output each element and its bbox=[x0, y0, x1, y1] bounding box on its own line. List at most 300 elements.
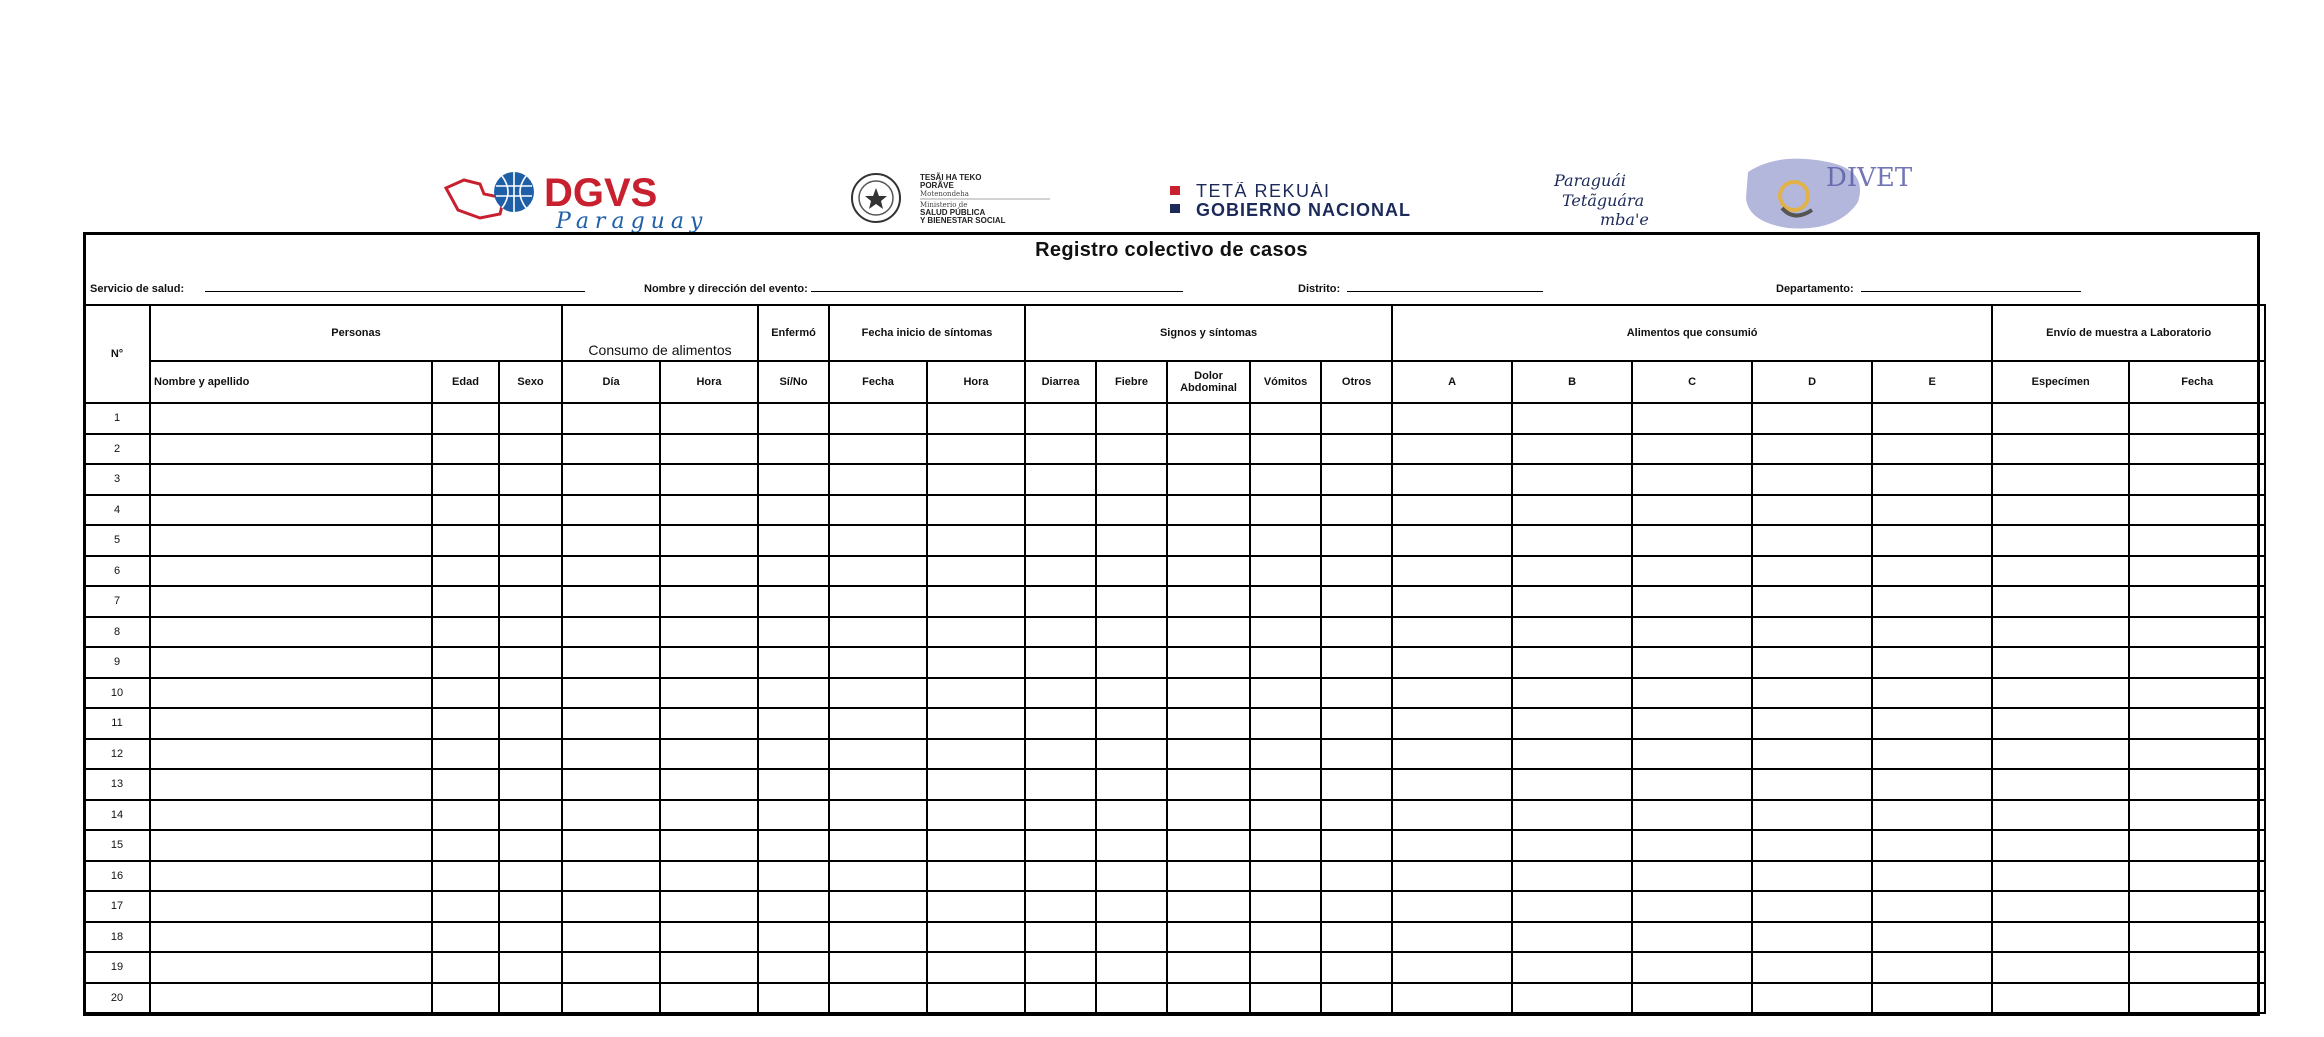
cell-otros[interactable] bbox=[1321, 769, 1392, 800]
cell-diarrea[interactable] bbox=[1025, 769, 1096, 800]
cell-otros[interactable] bbox=[1321, 891, 1392, 922]
cell-diarrea[interactable] bbox=[1025, 891, 1096, 922]
cell-hora-inicio[interactable] bbox=[927, 403, 1025, 434]
cell-c[interactable] bbox=[1632, 525, 1752, 556]
cell-fiebre[interactable] bbox=[1096, 922, 1167, 953]
cell-edad[interactable] bbox=[432, 922, 499, 953]
cell-sexo[interactable] bbox=[499, 586, 562, 617]
cell-b[interactable] bbox=[1512, 678, 1632, 709]
cell-a[interactable] bbox=[1392, 495, 1512, 526]
cell-d[interactable] bbox=[1752, 403, 1872, 434]
cell-sino[interactable] bbox=[758, 647, 829, 678]
cell-hora-inicio[interactable] bbox=[927, 556, 1025, 587]
cell-hora-inicio[interactable] bbox=[927, 739, 1025, 770]
cell-dolor[interactable] bbox=[1167, 525, 1250, 556]
cell-fecha-envio[interactable] bbox=[2129, 952, 2265, 983]
cell-fecha-inicio[interactable] bbox=[829, 983, 927, 1014]
cell-hora-consumo[interactable] bbox=[660, 800, 758, 831]
cell-sino[interactable] bbox=[758, 830, 829, 861]
cell-dia[interactable] bbox=[562, 769, 660, 800]
evento-field[interactable] bbox=[644, 281, 1183, 295]
cell-diarrea[interactable] bbox=[1025, 586, 1096, 617]
cell-diarrea[interactable] bbox=[1025, 830, 1096, 861]
cell-hora-inicio[interactable] bbox=[927, 434, 1025, 465]
cell-fecha-inicio[interactable] bbox=[829, 861, 927, 892]
cell-hora-consumo[interactable] bbox=[660, 891, 758, 922]
cell-diarrea[interactable] bbox=[1025, 464, 1096, 495]
cell-diarrea[interactable] bbox=[1025, 495, 1096, 526]
cell-hora-consumo[interactable] bbox=[660, 434, 758, 465]
cell-sino[interactable] bbox=[758, 617, 829, 648]
cell-dolor[interactable] bbox=[1167, 983, 1250, 1014]
cell-fecha-inicio[interactable] bbox=[829, 464, 927, 495]
cell-d[interactable] bbox=[1752, 769, 1872, 800]
cell-e[interactable] bbox=[1872, 617, 1992, 648]
cell-dolor[interactable] bbox=[1167, 739, 1250, 770]
cell-fiebre[interactable] bbox=[1096, 495, 1167, 526]
cell-fecha-envio[interactable] bbox=[2129, 861, 2265, 892]
cell-fecha-inicio[interactable] bbox=[829, 952, 927, 983]
cell-vomitos[interactable] bbox=[1250, 739, 1321, 770]
cell-dia[interactable] bbox=[562, 922, 660, 953]
cell-vomitos[interactable] bbox=[1250, 891, 1321, 922]
cell-otros[interactable] bbox=[1321, 464, 1392, 495]
cell-c[interactable] bbox=[1632, 556, 1752, 587]
cell-vomitos[interactable] bbox=[1250, 708, 1321, 739]
cell-sexo[interactable] bbox=[499, 983, 562, 1014]
cell-d[interactable] bbox=[1752, 861, 1872, 892]
evento-line[interactable] bbox=[811, 281, 1183, 292]
cell-edad[interactable] bbox=[432, 830, 499, 861]
cell-fiebre[interactable] bbox=[1096, 525, 1167, 556]
cell-vomitos[interactable] bbox=[1250, 403, 1321, 434]
cell-edad[interactable] bbox=[432, 983, 499, 1014]
cell-fiebre[interactable] bbox=[1096, 434, 1167, 465]
cell-fiebre[interactable] bbox=[1096, 769, 1167, 800]
cell-d[interactable] bbox=[1752, 708, 1872, 739]
cell-otros[interactable] bbox=[1321, 952, 1392, 983]
cell-e[interactable] bbox=[1872, 678, 1992, 709]
cell-nombre[interactable] bbox=[150, 556, 432, 587]
cell-edad[interactable] bbox=[432, 800, 499, 831]
cell-diarrea[interactable] bbox=[1025, 922, 1096, 953]
cell-sexo[interactable] bbox=[499, 434, 562, 465]
cell-especimen[interactable] bbox=[1992, 525, 2129, 556]
cell-fecha-envio[interactable] bbox=[2129, 830, 2265, 861]
cell-otros[interactable] bbox=[1321, 739, 1392, 770]
cell-diarrea[interactable] bbox=[1025, 952, 1096, 983]
cell-sexo[interactable] bbox=[499, 464, 562, 495]
cell-hora-consumo[interactable] bbox=[660, 495, 758, 526]
cell-sino[interactable] bbox=[758, 891, 829, 922]
cell-especimen[interactable] bbox=[1992, 495, 2129, 526]
cell-c[interactable] bbox=[1632, 586, 1752, 617]
cell-edad[interactable] bbox=[432, 647, 499, 678]
cell-dolor[interactable] bbox=[1167, 830, 1250, 861]
cell-dolor[interactable] bbox=[1167, 891, 1250, 922]
cell-sino[interactable] bbox=[758, 952, 829, 983]
cell-otros[interactable] bbox=[1321, 525, 1392, 556]
cell-dia[interactable] bbox=[562, 586, 660, 617]
cell-edad[interactable] bbox=[432, 739, 499, 770]
cell-fiebre[interactable] bbox=[1096, 800, 1167, 831]
cell-c[interactable] bbox=[1632, 800, 1752, 831]
cell-hora-consumo[interactable] bbox=[660, 922, 758, 953]
cell-dolor[interactable] bbox=[1167, 800, 1250, 831]
cell-nombre[interactable] bbox=[150, 952, 432, 983]
cell-edad[interactable] bbox=[432, 678, 499, 709]
cell-diarrea[interactable] bbox=[1025, 403, 1096, 434]
cell-e[interactable] bbox=[1872, 861, 1992, 892]
cell-d[interactable] bbox=[1752, 434, 1872, 465]
cell-dolor[interactable] bbox=[1167, 922, 1250, 953]
cell-especimen[interactable] bbox=[1992, 708, 2129, 739]
cell-hora-consumo[interactable] bbox=[660, 586, 758, 617]
cell-a[interactable] bbox=[1392, 525, 1512, 556]
cell-nombre[interactable] bbox=[150, 647, 432, 678]
cell-especimen[interactable] bbox=[1992, 830, 2129, 861]
cell-vomitos[interactable] bbox=[1250, 556, 1321, 587]
cell-e[interactable] bbox=[1872, 495, 1992, 526]
cell-especimen[interactable] bbox=[1992, 952, 2129, 983]
cell-c[interactable] bbox=[1632, 952, 1752, 983]
cell-sino[interactable] bbox=[758, 922, 829, 953]
cell-c[interactable] bbox=[1632, 617, 1752, 648]
cell-especimen[interactable] bbox=[1992, 464, 2129, 495]
cell-hora-inicio[interactable] bbox=[927, 800, 1025, 831]
cell-especimen[interactable] bbox=[1992, 769, 2129, 800]
cell-c[interactable] bbox=[1632, 830, 1752, 861]
cell-nombre[interactable] bbox=[150, 708, 432, 739]
cell-c[interactable] bbox=[1632, 403, 1752, 434]
cell-fecha-inicio[interactable] bbox=[829, 769, 927, 800]
cell-d[interactable] bbox=[1752, 678, 1872, 709]
cell-dia[interactable] bbox=[562, 556, 660, 587]
cell-b[interactable] bbox=[1512, 861, 1632, 892]
cell-fecha-inicio[interactable] bbox=[829, 922, 927, 953]
cell-edad[interactable] bbox=[432, 708, 499, 739]
cell-fecha-inicio[interactable] bbox=[829, 586, 927, 617]
cell-diarrea[interactable] bbox=[1025, 983, 1096, 1014]
cell-dolor[interactable] bbox=[1167, 708, 1250, 739]
cell-nombre[interactable] bbox=[150, 830, 432, 861]
cell-sexo[interactable] bbox=[499, 861, 562, 892]
cell-b[interactable] bbox=[1512, 952, 1632, 983]
cell-fecha-envio[interactable] bbox=[2129, 617, 2265, 648]
cell-d[interactable] bbox=[1752, 739, 1872, 770]
cell-hora-consumo[interactable] bbox=[660, 769, 758, 800]
cell-nombre[interactable] bbox=[150, 403, 432, 434]
cell-edad[interactable] bbox=[432, 952, 499, 983]
cell-a[interactable] bbox=[1392, 556, 1512, 587]
cell-sexo[interactable] bbox=[499, 739, 562, 770]
cell-fecha-inicio[interactable] bbox=[829, 708, 927, 739]
cell-edad[interactable] bbox=[432, 434, 499, 465]
cell-otros[interactable] bbox=[1321, 861, 1392, 892]
cell-hora-inicio[interactable] bbox=[927, 891, 1025, 922]
cell-dolor[interactable] bbox=[1167, 952, 1250, 983]
cell-diarrea[interactable] bbox=[1025, 800, 1096, 831]
cell-d[interactable] bbox=[1752, 983, 1872, 1014]
cell-otros[interactable] bbox=[1321, 800, 1392, 831]
cell-diarrea[interactable] bbox=[1025, 434, 1096, 465]
cell-fecha-inicio[interactable] bbox=[829, 830, 927, 861]
cell-fecha-inicio[interactable] bbox=[829, 739, 927, 770]
cell-fiebre[interactable] bbox=[1096, 861, 1167, 892]
cell-nombre[interactable] bbox=[150, 891, 432, 922]
cell-otros[interactable] bbox=[1321, 617, 1392, 648]
cell-edad[interactable] bbox=[432, 495, 499, 526]
cell-nombre[interactable] bbox=[150, 922, 432, 953]
cell-sexo[interactable] bbox=[499, 525, 562, 556]
cell-e[interactable] bbox=[1872, 647, 1992, 678]
cell-sexo[interactable] bbox=[499, 647, 562, 678]
cell-fecha-inicio[interactable] bbox=[829, 891, 927, 922]
cell-dolor[interactable] bbox=[1167, 556, 1250, 587]
cell-hora-consumo[interactable] bbox=[660, 983, 758, 1014]
cell-especimen[interactable] bbox=[1992, 556, 2129, 587]
cell-dolor[interactable] bbox=[1167, 464, 1250, 495]
cell-otros[interactable] bbox=[1321, 495, 1392, 526]
cell-dia[interactable] bbox=[562, 403, 660, 434]
cell-fiebre[interactable] bbox=[1096, 617, 1167, 648]
cell-dolor[interactable] bbox=[1167, 495, 1250, 526]
cell-otros[interactable] bbox=[1321, 983, 1392, 1014]
cell-hora-inicio[interactable] bbox=[927, 983, 1025, 1014]
cell-nombre[interactable] bbox=[150, 769, 432, 800]
cell-fiebre[interactable] bbox=[1096, 678, 1167, 709]
cell-otros[interactable] bbox=[1321, 434, 1392, 465]
cell-vomitos[interactable] bbox=[1250, 647, 1321, 678]
cell-e[interactable] bbox=[1872, 434, 1992, 465]
cell-b[interactable] bbox=[1512, 464, 1632, 495]
cell-b[interactable] bbox=[1512, 983, 1632, 1014]
servicio-field[interactable] bbox=[90, 281, 585, 295]
cell-b[interactable] bbox=[1512, 922, 1632, 953]
cell-b[interactable] bbox=[1512, 403, 1632, 434]
cell-diarrea[interactable] bbox=[1025, 617, 1096, 648]
cell-hora-inicio[interactable] bbox=[927, 678, 1025, 709]
cell-fecha-envio[interactable] bbox=[2129, 708, 2265, 739]
cell-dia[interactable] bbox=[562, 983, 660, 1014]
cell-vomitos[interactable] bbox=[1250, 769, 1321, 800]
cell-b[interactable] bbox=[1512, 769, 1632, 800]
cell-e[interactable] bbox=[1872, 586, 1992, 617]
cell-e[interactable] bbox=[1872, 708, 1992, 739]
cell-a[interactable] bbox=[1392, 952, 1512, 983]
cell-b[interactable] bbox=[1512, 830, 1632, 861]
cell-sino[interactable] bbox=[758, 495, 829, 526]
cell-d[interactable] bbox=[1752, 952, 1872, 983]
cell-hora-inicio[interactable] bbox=[927, 647, 1025, 678]
cell-fiebre[interactable] bbox=[1096, 952, 1167, 983]
cell-sexo[interactable] bbox=[499, 830, 562, 861]
cell-fecha-envio[interactable] bbox=[2129, 495, 2265, 526]
cell-especimen[interactable] bbox=[1992, 647, 2129, 678]
cell-sino[interactable] bbox=[758, 586, 829, 617]
cell-hora-inicio[interactable] bbox=[927, 495, 1025, 526]
cell-especimen[interactable] bbox=[1992, 617, 2129, 648]
cell-vomitos[interactable] bbox=[1250, 830, 1321, 861]
cell-hora-consumo[interactable] bbox=[660, 464, 758, 495]
cell-e[interactable] bbox=[1872, 525, 1992, 556]
cell-vomitos[interactable] bbox=[1250, 586, 1321, 617]
cell-d[interactable] bbox=[1752, 800, 1872, 831]
cell-nombre[interactable] bbox=[150, 983, 432, 1014]
cell-sino[interactable] bbox=[758, 739, 829, 770]
cell-edad[interactable] bbox=[432, 403, 499, 434]
cell-hora-inicio[interactable] bbox=[927, 708, 1025, 739]
cell-c[interactable] bbox=[1632, 464, 1752, 495]
cell-diarrea[interactable] bbox=[1025, 647, 1096, 678]
cell-sexo[interactable] bbox=[499, 952, 562, 983]
cell-edad[interactable] bbox=[432, 556, 499, 587]
cell-sino[interactable] bbox=[758, 525, 829, 556]
cell-fecha-envio[interactable] bbox=[2129, 647, 2265, 678]
cell-hora-inicio[interactable] bbox=[927, 952, 1025, 983]
cell-fiebre[interactable] bbox=[1096, 983, 1167, 1014]
cell-a[interactable] bbox=[1392, 403, 1512, 434]
cell-d[interactable] bbox=[1752, 891, 1872, 922]
cell-c[interactable] bbox=[1632, 434, 1752, 465]
cell-hora-consumo[interactable] bbox=[660, 617, 758, 648]
cell-sexo[interactable] bbox=[499, 678, 562, 709]
cell-especimen[interactable] bbox=[1992, 678, 2129, 709]
cell-sexo[interactable] bbox=[499, 769, 562, 800]
cell-hora-consumo[interactable] bbox=[660, 708, 758, 739]
cell-dia[interactable] bbox=[562, 617, 660, 648]
cell-a[interactable] bbox=[1392, 434, 1512, 465]
cell-fecha-envio[interactable] bbox=[2129, 464, 2265, 495]
cell-otros[interactable] bbox=[1321, 678, 1392, 709]
cell-e[interactable] bbox=[1872, 403, 1992, 434]
cell-fiebre[interactable] bbox=[1096, 556, 1167, 587]
cell-c[interactable] bbox=[1632, 647, 1752, 678]
cell-b[interactable] bbox=[1512, 617, 1632, 648]
cell-a[interactable] bbox=[1392, 800, 1512, 831]
cell-diarrea[interactable] bbox=[1025, 525, 1096, 556]
cell-especimen[interactable] bbox=[1992, 891, 2129, 922]
cell-d[interactable] bbox=[1752, 617, 1872, 648]
cell-d[interactable] bbox=[1752, 525, 1872, 556]
cell-c[interactable] bbox=[1632, 861, 1752, 892]
cell-fecha-inicio[interactable] bbox=[829, 617, 927, 648]
cell-sino[interactable] bbox=[758, 861, 829, 892]
cell-b[interactable] bbox=[1512, 586, 1632, 617]
cell-b[interactable] bbox=[1512, 647, 1632, 678]
cell-vomitos[interactable] bbox=[1250, 952, 1321, 983]
cell-dia[interactable] bbox=[562, 647, 660, 678]
cell-diarrea[interactable] bbox=[1025, 739, 1096, 770]
cell-e[interactable] bbox=[1872, 952, 1992, 983]
cell-e[interactable] bbox=[1872, 769, 1992, 800]
cell-hora-consumo[interactable] bbox=[660, 678, 758, 709]
cell-edad[interactable] bbox=[432, 891, 499, 922]
cell-hora-inicio[interactable] bbox=[927, 617, 1025, 648]
cell-e[interactable] bbox=[1872, 464, 1992, 495]
cell-fecha-envio[interactable] bbox=[2129, 983, 2265, 1014]
cell-fiebre[interactable] bbox=[1096, 739, 1167, 770]
cell-dolor[interactable] bbox=[1167, 678, 1250, 709]
cell-fecha-envio[interactable] bbox=[2129, 403, 2265, 434]
cell-b[interactable] bbox=[1512, 495, 1632, 526]
cell-b[interactable] bbox=[1512, 556, 1632, 587]
cell-dia[interactable] bbox=[562, 708, 660, 739]
cell-dia[interactable] bbox=[562, 495, 660, 526]
cell-diarrea[interactable] bbox=[1025, 678, 1096, 709]
cell-hora-inicio[interactable] bbox=[927, 464, 1025, 495]
distrito-line[interactable] bbox=[1347, 281, 1543, 292]
cell-a[interactable] bbox=[1392, 922, 1512, 953]
cell-fecha-envio[interactable] bbox=[2129, 800, 2265, 831]
cell-hora-consumo[interactable] bbox=[660, 952, 758, 983]
cell-fecha-envio[interactable] bbox=[2129, 739, 2265, 770]
cell-sino[interactable] bbox=[758, 403, 829, 434]
cell-especimen[interactable] bbox=[1992, 739, 2129, 770]
cell-a[interactable] bbox=[1392, 983, 1512, 1014]
cell-sexo[interactable] bbox=[499, 800, 562, 831]
cell-vomitos[interactable] bbox=[1250, 434, 1321, 465]
cell-b[interactable] bbox=[1512, 891, 1632, 922]
cell-dolor[interactable] bbox=[1167, 403, 1250, 434]
cell-c[interactable] bbox=[1632, 891, 1752, 922]
cell-nombre[interactable] bbox=[150, 464, 432, 495]
cell-sino[interactable] bbox=[758, 464, 829, 495]
cell-nombre[interactable] bbox=[150, 586, 432, 617]
cell-vomitos[interactable] bbox=[1250, 922, 1321, 953]
cell-fecha-inicio[interactable] bbox=[829, 495, 927, 526]
cell-fiebre[interactable] bbox=[1096, 708, 1167, 739]
cell-diarrea[interactable] bbox=[1025, 708, 1096, 739]
cell-fiebre[interactable] bbox=[1096, 586, 1167, 617]
cell-nombre[interactable] bbox=[150, 678, 432, 709]
cell-sexo[interactable] bbox=[499, 922, 562, 953]
cell-especimen[interactable] bbox=[1992, 403, 2129, 434]
cell-e[interactable] bbox=[1872, 922, 1992, 953]
cell-dia[interactable] bbox=[562, 830, 660, 861]
cell-b[interactable] bbox=[1512, 708, 1632, 739]
cell-dolor[interactable] bbox=[1167, 861, 1250, 892]
cell-otros[interactable] bbox=[1321, 586, 1392, 617]
cell-dia[interactable] bbox=[562, 739, 660, 770]
cell-hora-inicio[interactable] bbox=[927, 586, 1025, 617]
cell-a[interactable] bbox=[1392, 861, 1512, 892]
cell-vomitos[interactable] bbox=[1250, 678, 1321, 709]
cell-hora-inicio[interactable] bbox=[927, 525, 1025, 556]
cell-fecha-envio[interactable] bbox=[2129, 525, 2265, 556]
cell-vomitos[interactable] bbox=[1250, 861, 1321, 892]
cell-fecha-inicio[interactable] bbox=[829, 434, 927, 465]
cell-c[interactable] bbox=[1632, 983, 1752, 1014]
cell-dia[interactable] bbox=[562, 952, 660, 983]
cell-nombre[interactable] bbox=[150, 495, 432, 526]
cell-d[interactable] bbox=[1752, 556, 1872, 587]
cell-c[interactable] bbox=[1632, 739, 1752, 770]
cell-fecha-inicio[interactable] bbox=[829, 403, 927, 434]
cell-hora-consumo[interactable] bbox=[660, 556, 758, 587]
cell-sexo[interactable] bbox=[499, 403, 562, 434]
cell-dia[interactable] bbox=[562, 525, 660, 556]
cell-hora-inicio[interactable] bbox=[927, 922, 1025, 953]
cell-hora-consumo[interactable] bbox=[660, 861, 758, 892]
cell-a[interactable] bbox=[1392, 739, 1512, 770]
cell-c[interactable] bbox=[1632, 708, 1752, 739]
cell-otros[interactable] bbox=[1321, 647, 1392, 678]
cell-a[interactable] bbox=[1392, 647, 1512, 678]
cell-especimen[interactable] bbox=[1992, 983, 2129, 1014]
cell-sexo[interactable] bbox=[499, 891, 562, 922]
cell-fecha-envio[interactable] bbox=[2129, 678, 2265, 709]
